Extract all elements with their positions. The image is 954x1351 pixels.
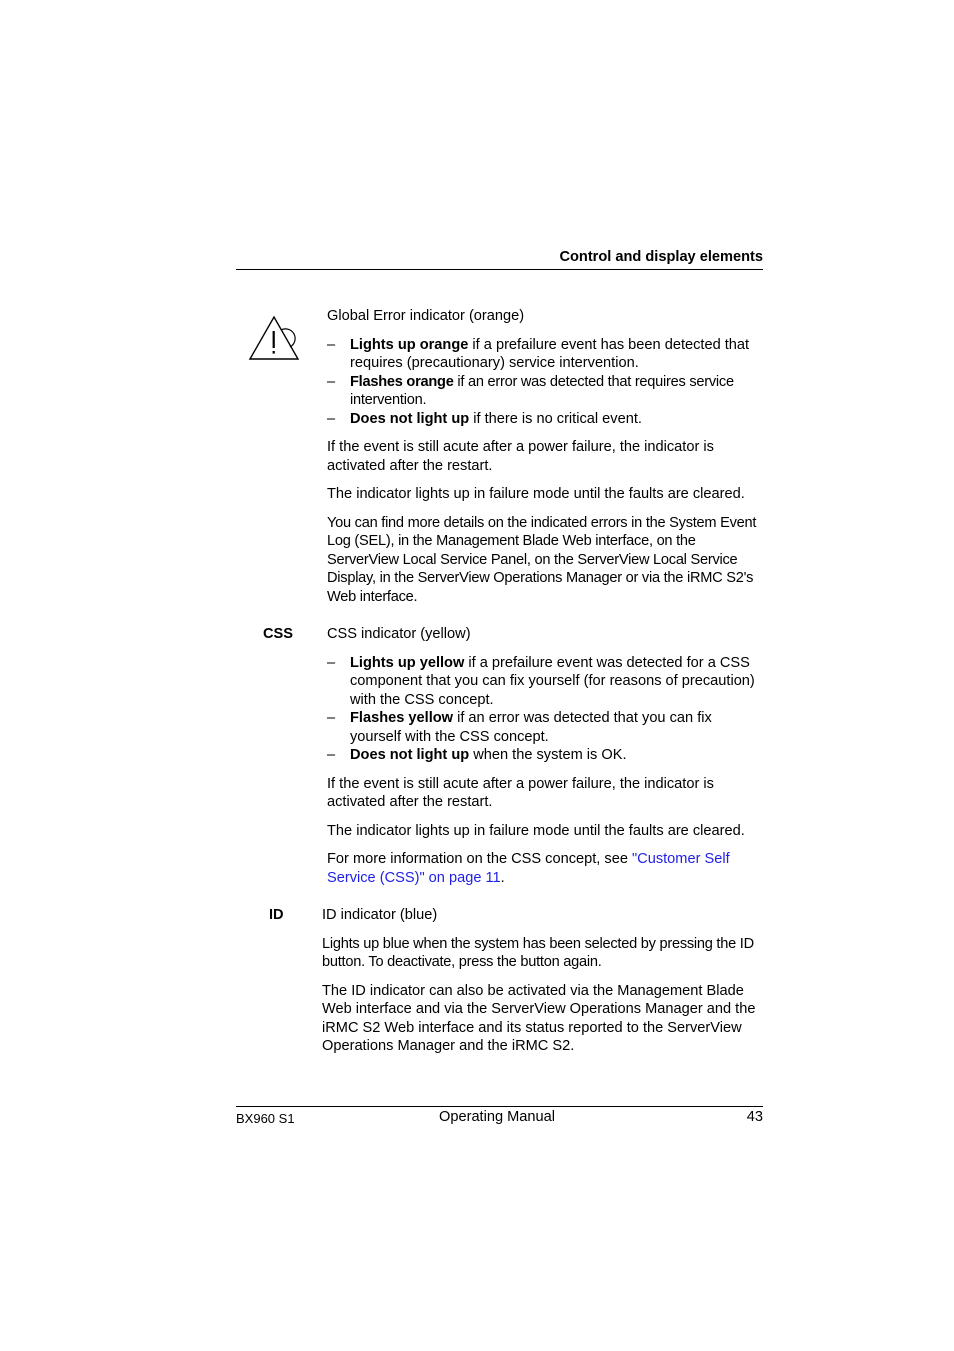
footer-model: BX960 S1: [236, 1111, 295, 1126]
list-item: – Does not light up if there is no critical event.: [327, 410, 642, 427]
dash-icon: –: [327, 373, 336, 390]
list-item: – Flashes orange if an error was detected that requires service intervention.: [327, 373, 734, 408]
header-rule: [236, 269, 763, 270]
footer-rule: [236, 1106, 763, 1107]
footer-manual-title: Operating Manual: [439, 1109, 556, 1125]
id-label: ID: [269, 907, 284, 923]
paragraph: The indicator lights up in failure mode until the faults are cleared.: [327, 486, 745, 502]
dash-icon: –: [327, 747, 336, 763]
id-section: [322, 906, 763, 1066]
paragraph: The ID indicator can also be activated via the Management Blade Web interface and via the ServerView Operations Manager and the iRMC S2 Web interface and its status reported to the ServerView Operations Manager and the iRMC S2.: [322, 982, 756, 1054]
global-error-list: [327, 336, 763, 429]
list-item: – Flashes yellow if an error was detected that you can fix yourself with the CSS concept.: [327, 710, 712, 745]
css-section: [327, 625, 763, 897]
dash-icon: –: [327, 410, 336, 427]
paragraph: If the event is still acute after a power failure, the indicator is activated after the restart.: [327, 775, 714, 810]
dash-icon: –: [327, 336, 336, 353]
dash-icon: –: [327, 654, 336, 671]
warning-triangle-icon: [248, 314, 300, 362]
paragraph: The indicator lights up in failure mode until the faults are cleared.: [327, 822, 745, 839]
css-list: [327, 654, 763, 765]
css-page-link[interactable]: "Customer Self Service (CSS)" on page 11: [327, 851, 730, 886]
css-label: CSS: [263, 626, 294, 642]
global-error-section: [327, 307, 763, 616]
list-item: – Does not light up when the system is OK.: [327, 747, 627, 763]
paragraph: Lights up blue when the system has been selected by pressing the ID button. To deactivate, press the button again.: [322, 935, 754, 970]
paragraph: If the event is still acute after a power failure, the indicator is activated after the restart.: [327, 439, 714, 474]
global-error-heading: Global Error indicator (orange): [327, 308, 525, 324]
paragraph: You can find more details on the indicated errors in the System Event Log (SEL), in the Management Blade Web interface, on the ServerView Local Service Panel, on the ServerView Local Service Display, in the ServerView Operations Manager or via the iRMC S2's Web interface.: [327, 514, 757, 605]
dash-icon: –: [327, 710, 336, 726]
list-item: – Lights up orange if a prefailure event has been detected that requires (precautionary) service intervention.: [327, 336, 750, 371]
css-heading: CSS indicator (yellow): [327, 626, 471, 642]
id-heading: ID indicator (blue): [322, 907, 438, 923]
paragraph: For more information on the CSS concept, see "Customer Self Service (CSS)" on page 11.: [327, 851, 730, 886]
page-number: 43: [746, 1109, 763, 1125]
list-item: – Lights up yellow if a prefailure event was detected for a CSS component that you can fix yourself (for reasons of precaution) with the CSS concept.: [327, 654, 755, 708]
running-header-title: Control and display elements: [559, 249, 763, 265]
